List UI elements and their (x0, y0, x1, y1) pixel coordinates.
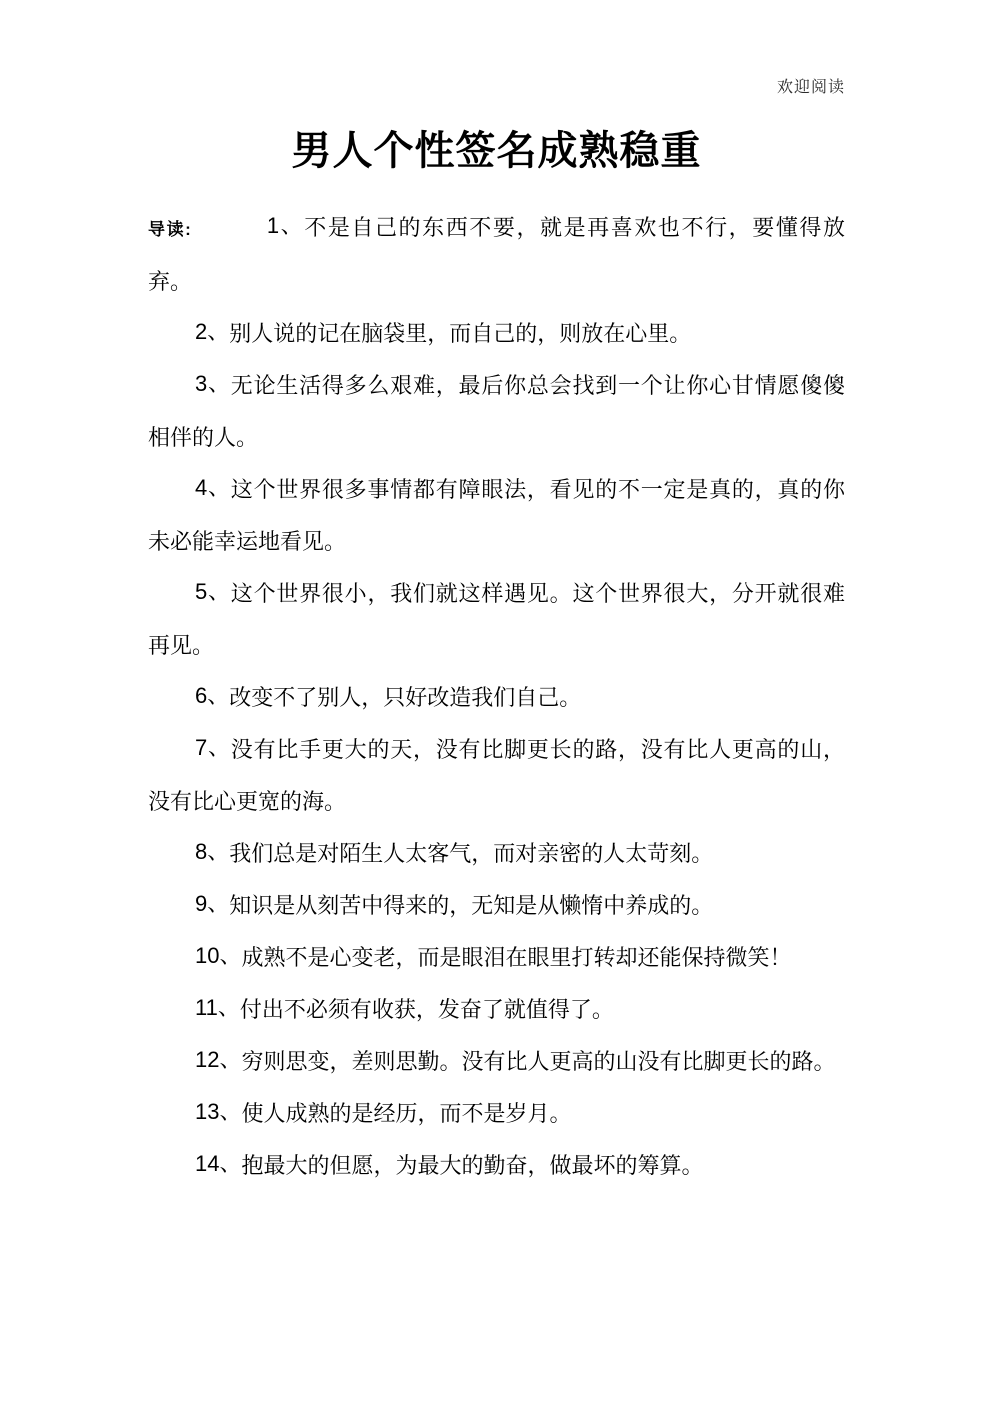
quote-item (148, 880, 845, 932)
quote-item (148, 308, 845, 360)
quote-number: 3、 (195, 371, 231, 396)
quote-text: 抱最大的但愿，为最大的勤奋，做最坏的筹算。 (241, 1153, 704, 1178)
quote-text: 付出不必须有收获，发奋了就值得了。 (239, 997, 614, 1022)
quote-text: 没有比手更大的天，没有比脚更长的路，没有比人更高的山，没有比心更宽的海。 (148, 737, 845, 814)
quote-text: 不是自己的东西不要，就是再喜欢也不行，要懂得放弃。 (148, 215, 845, 294)
lead-label: 导读: (148, 220, 191, 239)
quote-item (148, 828, 845, 880)
quote-text: 无论生活得多么艰难，最后你总会找到一个让你心甘情愿傻傻相伴的人。 (148, 373, 845, 450)
lead-gap-spacer (191, 234, 267, 235)
quote-number: 5、 (195, 579, 231, 604)
quote-item (148, 1140, 845, 1192)
quote-item (148, 568, 845, 672)
quote-text: 使人成熟的是经历，而不是岁月。 (241, 1101, 572, 1126)
quote-text: 改变不了别人，只好改造我们自己。 (229, 685, 582, 710)
quote-text: 这个世界很小，我们就这样遇见。这个世界很大，分开就很难再见。 (148, 581, 845, 658)
quote-text: 知识是从刻苦中得来的，无知是从懒惰中养成的。 (229, 893, 714, 918)
quote-text: 我们总是对陌生人太客气，而对亲密的人太苛刻。 (229, 841, 714, 866)
quote-item (148, 724, 845, 828)
quote-item (148, 984, 845, 1036)
header-note: 欢迎阅读 (776, 79, 845, 96)
quote-item (148, 932, 845, 984)
quote-number: 13、 (195, 1099, 242, 1124)
quote-number: 11、 (195, 995, 240, 1020)
quote-item (148, 672, 845, 724)
quote-text: 穷则思变，差则思勤。没有比人更高的山没有比脚更长的路。 (241, 1049, 836, 1074)
quote-number: 12、 (195, 1047, 242, 1072)
quote-text: 这个世界很多事情都有障眼法，看见的不一定是真的，真的你未必能幸运地看见。 (148, 477, 845, 554)
quote-number: 10、 (195, 943, 242, 968)
quote-item (148, 360, 845, 464)
quote-number: 1、 (266, 213, 305, 238)
quote-number: 9、 (195, 891, 230, 916)
quote-number: 2、 (195, 319, 230, 344)
quote-item (148, 1088, 845, 1140)
quote-item (148, 1036, 845, 1088)
quote-list (148, 202, 845, 1192)
quote-item (148, 202, 845, 308)
quote-number: 8、 (195, 839, 230, 864)
quote-number: 14、 (195, 1151, 242, 1176)
quote-text: 别人说的记在脑袋里，而自己的，则放在心里。 (229, 321, 692, 346)
quote-item (148, 464, 845, 568)
quote-number: 4、 (195, 475, 231, 500)
quote-number: 7、 (195, 735, 231, 760)
quote-text: 成熟不是心变老，而是眼泪在眼里打转却还能保持微笑！ (241, 945, 792, 970)
quote-number: 6、 (195, 683, 230, 708)
page-title: 男人个性签名成熟稳重 (291, 129, 702, 173)
